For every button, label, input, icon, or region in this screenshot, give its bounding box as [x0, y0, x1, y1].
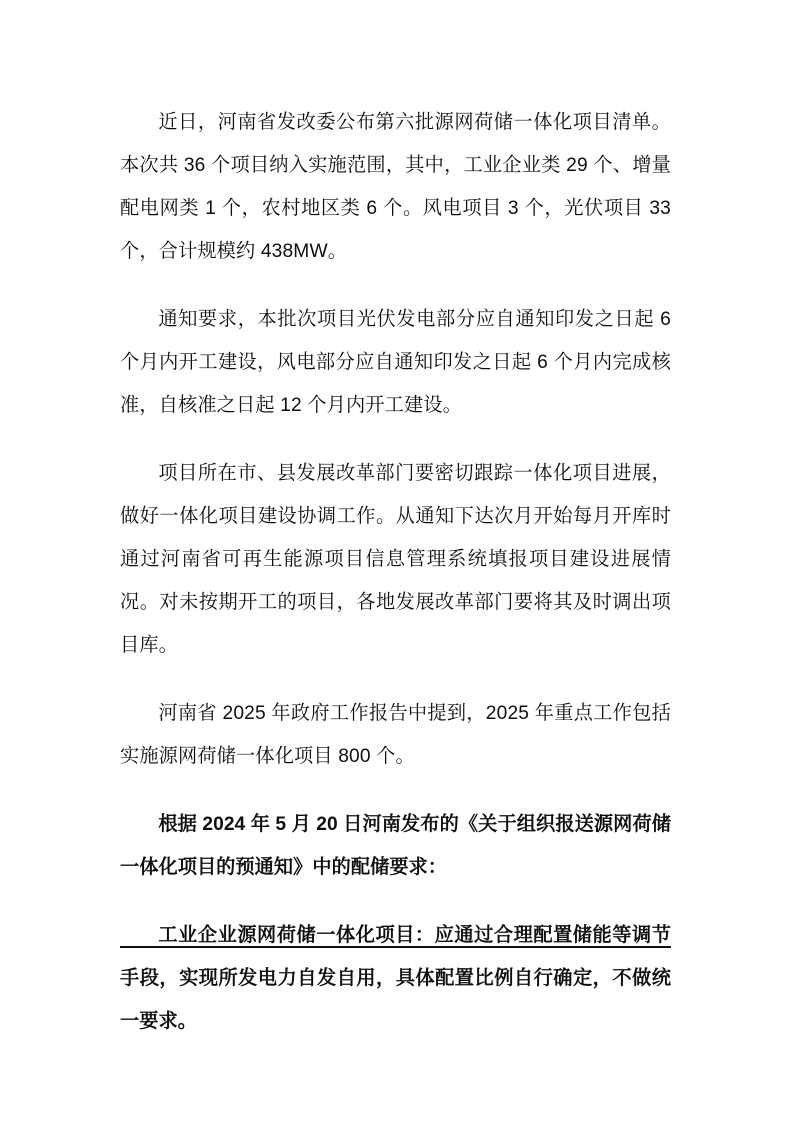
paragraph-government-work-report: 河南省 2025 年政府工作报告中提到，2025 年重点工作包括实施源网荷储一体化项目 800 个。 [120, 703, 671, 767]
first-line-underline-rule [120, 946, 671, 948]
paragraph-storage-allocation-heading: 根据 2024 年 5 月 20 日河南发布的《关于组织报送源网荷储一体化项目的预通知》中的配储要求： [120, 814, 671, 878]
paragraph-project-list-summary: 近日，河南省发改委公布第六批源网荷储一体化项目清单。本次共 36 个项目纳入实施范围，其中，工业企业类 29 个、增量配电网类 1 个，农村地区类 6 个。风电项目 3 个，光伏项目 33 个，合计规模约 438MW。 [120, 112, 671, 262]
paragraph-notice-requirements: 通知要求，本批次项目光伏发电部分应自通知印发之日起 6 个月内开工建设，风电部分应自通知印发之日起 6 个月内完成核准，自核准之日起 12 个月内开工建设。 [120, 309, 671, 416]
paragraph-industrial-enterprise-requirement [120, 914, 671, 1043]
paragraph-local-department-duties: 项目所在市、县发展改革部门要密切跟踪一体化项目进展，做好一体化项目建设协调工作。从通知下达次月开始每月开库时通过河南省可再生能源项目信息管理系统填报项目建设进展情况。对未按期开工的项目，各地发展改革部门要将其及时调出项目库。 [120, 463, 671, 656]
paragraph-industrial-enterprise-text: 工业企业源网荷储一体化项目：应通过合理配置储能等调节手段，实现所发电力自发自用，具体配置比例自行确定，不做统一要求。 [120, 925, 671, 1032]
document-text-body [120, 101, 671, 1043]
